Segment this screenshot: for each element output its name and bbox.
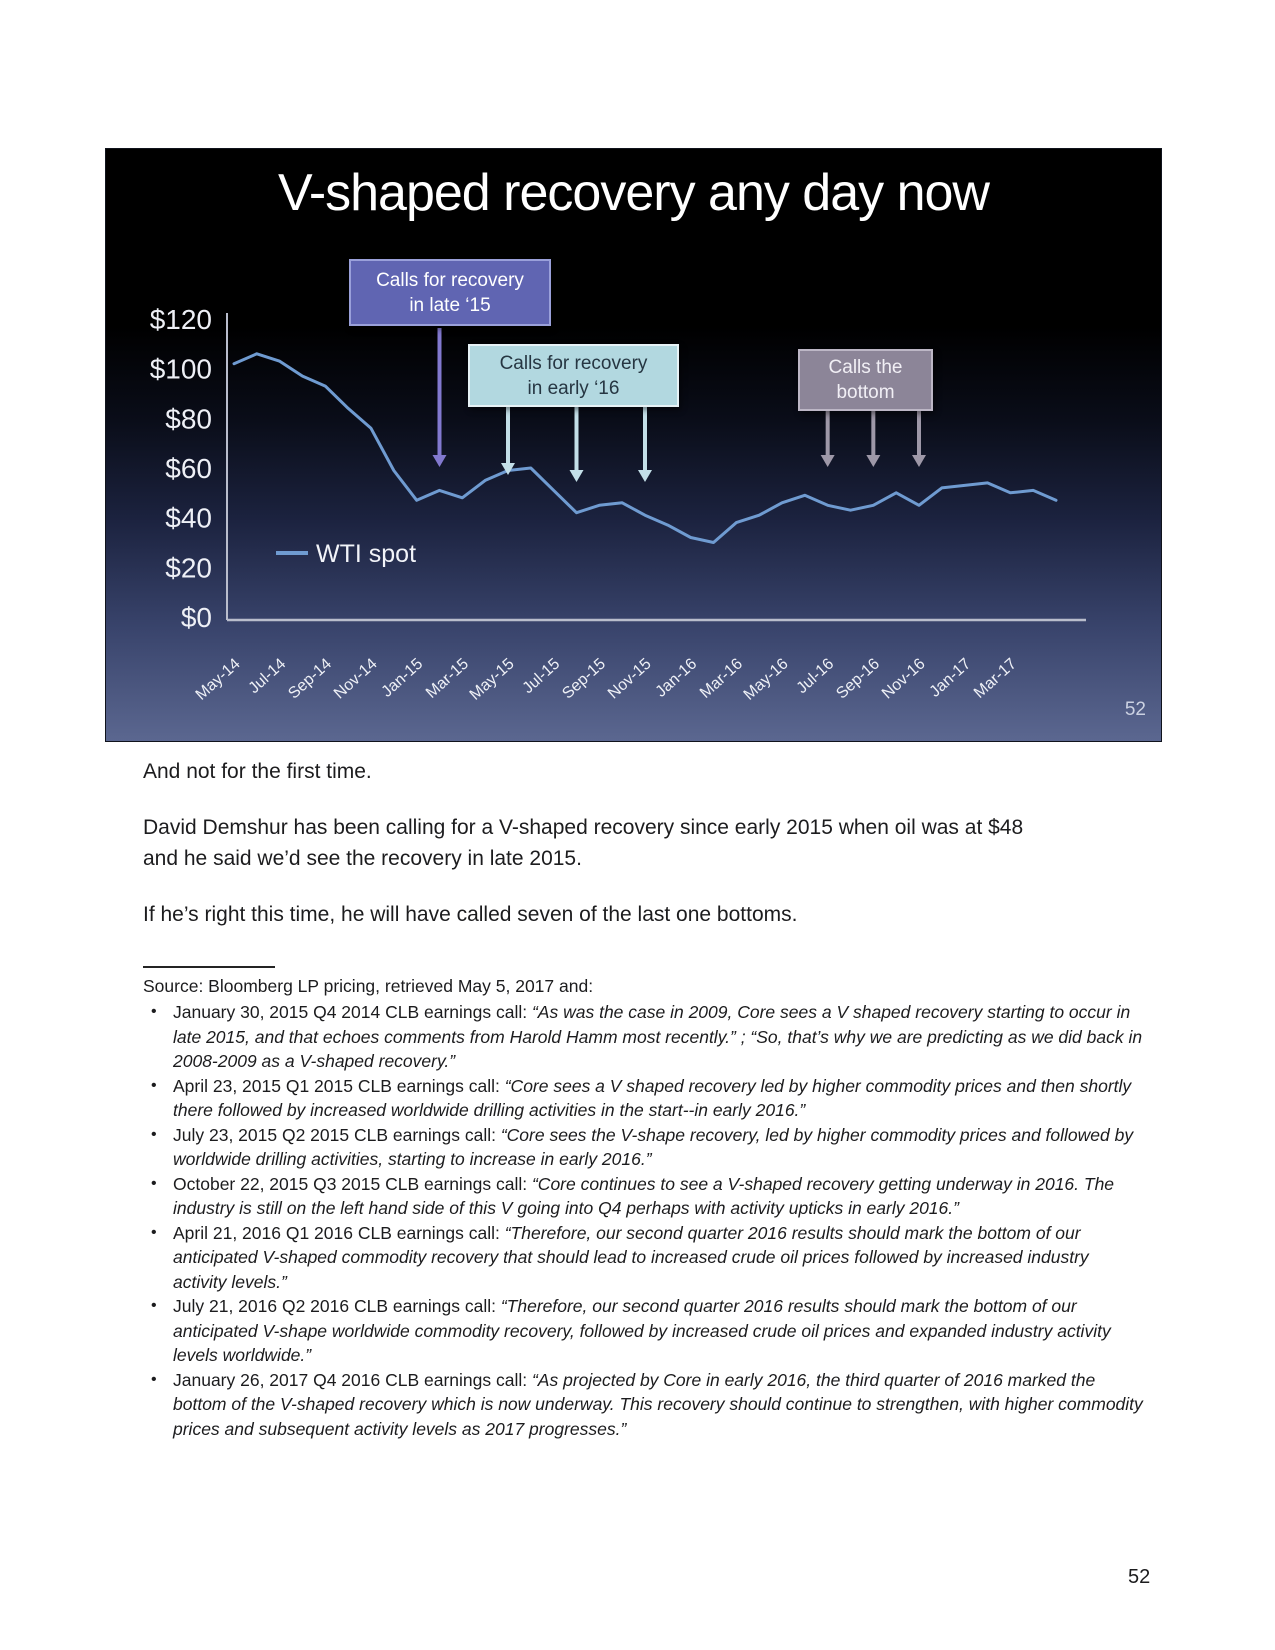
svg-text:$100: $100: [149, 353, 212, 385]
svg-text:May-14: May-14: [192, 655, 244, 704]
annotation-line: Calls the: [828, 357, 903, 378]
annotation-line: in late ‘15: [409, 294, 491, 316]
svg-text:May-16: May-16: [740, 655, 792, 704]
footnote-item: • April 23, 2015 Q1 2015 CLB earnings call: “Core sees a V shaped recovery led by higher commodity prices and then shortly there followed by increased worldwide drilling activities in the start--in early 2016.”: [143, 1074, 1143, 1123]
footnote-divider: [143, 966, 275, 968]
page-number: 52: [1128, 1566, 1151, 1588]
svg-text:$80: $80: [165, 403, 212, 435]
svg-text:Sep-14: Sep-14: [285, 655, 336, 703]
svg-text:WTI spot: WTI spot: [316, 540, 417, 568]
svg-text:Jul-16: Jul-16: [793, 655, 838, 698]
paragraph-3: If he’s right this time, he will have called seven of the last one bottoms.: [143, 903, 798, 926]
paragraph-1: And not for the first time.: [143, 760, 372, 783]
footnote-item: • April 21, 2016 Q1 2016 CLB earnings call: “Therefore, our second quarter 2016 results should mark the bottom of our anticipated V-shaped commodity recovery that should lead to increased crude oil prices followed by increased industry activity levels.”: [143, 1221, 1143, 1295]
svg-text:Nov-15: Nov-15: [604, 655, 655, 703]
svg-text:Jan-17: Jan-17: [926, 655, 975, 701]
svg-text:Jul-14: Jul-14: [245, 655, 290, 698]
svg-text:May-15: May-15: [466, 655, 518, 704]
annotation-line: bottom: [836, 382, 895, 403]
footnote-item: • October 22, 2015 Q3 2015 CLB earnings call: “Core continues to see a V-shaped recovery getting underway in 2016. The industry is still on the left hand side of this V going into Q4 perhaps with activity upticks in early 2016.”: [143, 1172, 1143, 1221]
svg-text:$20: $20: [165, 552, 212, 584]
wti-line-chart: [106, 149, 1163, 743]
svg-text:Sep-16: Sep-16: [833, 655, 884, 703]
svg-text:$0: $0: [180, 602, 212, 633]
svg-text:$40: $40: [165, 502, 212, 534]
annotation-line: Calls for recovery: [376, 269, 524, 291]
body-text: [143, 756, 1143, 1441]
svg-text:Mar-16: Mar-16: [696, 655, 747, 702]
svg-text:$120: $120: [149, 304, 212, 335]
annotation-line: Calls for recovery: [499, 352, 648, 374]
annotation-calls-late-15: [349, 259, 551, 326]
svg-text:Jan-16: Jan-16: [652, 655, 701, 701]
svg-text:Nov-14: Nov-14: [330, 655, 381, 703]
svg-text:$60: $60: [165, 453, 212, 484]
annotation-calls-the-bottom: [798, 349, 933, 411]
source-line: Source: Bloomberg LP pricing, retrieved May 5, 2017 and:: [143, 976, 594, 996]
slide-title: V-shaped recovery any day now: [278, 164, 989, 222]
footnote-item: • July 21, 2016 Q2 2016 CLB earnings call: “Therefore, our second quarter 2016 results should mark the bottom of our anticipated V-shape worldwide commodity recovery, followed by increased crude oil prices and expanded industry activity levels worldwide.”: [143, 1294, 1143, 1368]
slide-image: [105, 148, 1162, 742]
svg-text:Jul-15: Jul-15: [519, 655, 564, 698]
svg-text:Sep-15: Sep-15: [559, 655, 610, 703]
footnote-list: [143, 1000, 1143, 1441]
footnote-item: • January 30, 2015 Q4 2014 CLB earnings call: “As was the case in 2009, Core sees a V shaped recovery starting to occur in late 2015, and that echoes comments from Harold Hamm most recently.” ; “So, that’s why we are predicting as we did back in 2008-2009 as a V-shaped recovery.”: [143, 1000, 1143, 1074]
svg-text:Mar-17: Mar-17: [970, 655, 1021, 702]
svg-text:Mar-15: Mar-15: [422, 655, 473, 702]
svg-text:Nov-16: Nov-16: [878, 655, 929, 703]
footnote-item: • July 23, 2015 Q2 2015 CLB earnings call: “Core sees the V-shape recovery, led by higher commodity prices and followed by worldwide drilling activities, starting to increase in early 2016.”: [143, 1123, 1143, 1172]
svg-text:Jan-15: Jan-15: [378, 655, 427, 701]
annotation-calls-early-16: [468, 344, 679, 407]
slide-page-number: 52: [1124, 699, 1146, 720]
paragraph-2: David Demshur has been calling for a V-shaped recovery since early 2015 when oil was at $48 and he said we’d see the recovery in late 2015.: [143, 816, 1024, 870]
footnote-item: • January 26, 2017 Q4 2016 CLB earnings call: “As projected by Core in early 2016, the third quarter of 2016 marked the bottom of the V-shaped recovery which is now underway. This recovery should continue to strengthen, with higher commodity prices and subsequent activity levels as 2017 progresses.”: [143, 1368, 1143, 1442]
annotation-line: in early ‘16: [527, 377, 620, 399]
